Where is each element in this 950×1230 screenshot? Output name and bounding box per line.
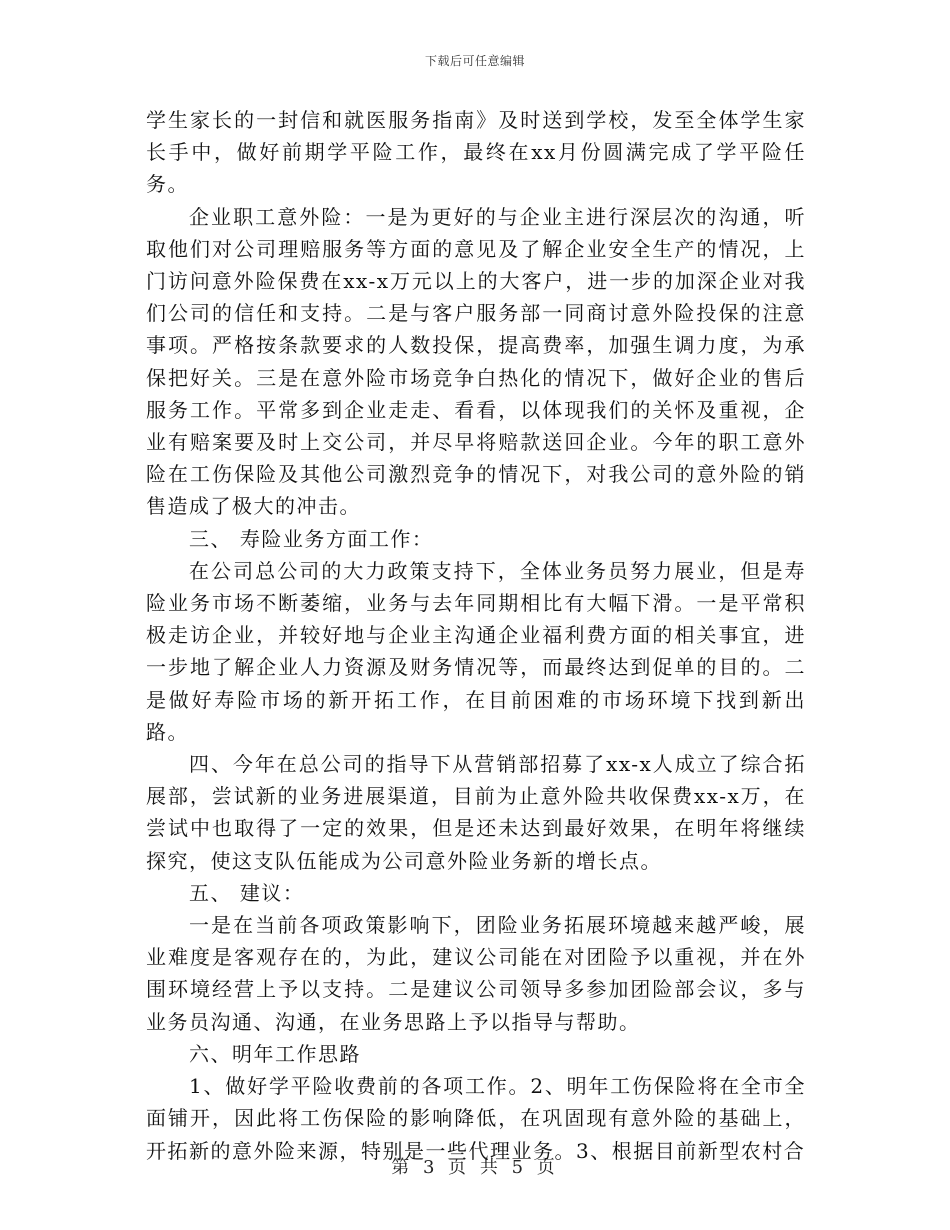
body-text	[146, 104, 806, 1167]
paragraph-9: 1、做好学平险收费前的各项工作。2、明年工伤保险将在全市全面铺开，因此将工伤保险的影响降低，在巩固现有意外险的基础上，开拓新的意外险来源，特别是一些代理业务。3、根据目前新型农村合	[146, 1074, 806, 1163]
paragraph-4: 在公司总公司的大力政策支持下，全体业务员努力展业，但是寿险业务市场不断萎缩，业务与去年同期相比有大幅下滑。一是平常积极走访企业，并较好地与企业主沟通企业福利费方面的相关事宜，进一步地了解企业人力资源及财务情况等，而最终达到促单的目的。二是做好寿险市场的新开拓工作，在目前困难的市场环境下找到新出路。	[146, 558, 806, 744]
paragraph-2: 企业职工意外险：一是为更好的与企业主进行深层次的沟通，听取他们对公司理赔服务等方面的意见及了解企业安全生产的情况，上门访问意外险保费在xx-x万元以上的大客户，进一步的加深企业对我们公司的信任和支持。二是与客户服务部一同商讨意外险投保的注意事项。严格按条款要求的人数投保，提高费率，加强生调力度，为承保把好关。三是在意外险市场竞争白热化的情况下，做好企业的售后服务工作。平常多到企业走走、看看，以体现我们的关怀及重视，企业有赔案要及时上交公司，并尽早将赔款送回企业。今年的职工意外险在工伤保险及其他公司激烈竞争的情况下，对我公司的意外险的销售造成了极大的冲击。	[146, 204, 806, 519]
section-heading-6: 五、 建议：	[189, 880, 305, 905]
section-heading-8: 六、明年工作思路	[189, 1041, 361, 1066]
paragraph-1: 学生家长的一封信和就医服务指南》及时送到学校，发至全体学生家长手中，做好前期学平险工作，最终在xx月份圆满完成了学平险任务。	[146, 108, 806, 197]
page-footer: 第 3 页 共 5 页	[391, 1157, 559, 1178]
paragraph-5: 四、今年在总公司的指导下从营销部招募了xx-x人成立了综合拓展部，尝试新的业务进展渠道，目前为止意外险共收保费xx-x万，在尝试中也取得了一定的效果，但是还未达到最好效果，在明年将继续探究，使这支队伍能成为公司意外险业务新的增长点。	[146, 752, 806, 873]
section-heading-3: 三、 寿险业务方面工作：	[189, 526, 434, 551]
page-header: 下载后可任意编辑	[424, 54, 525, 68]
paragraph-7: 一是在当前各项政策影响下，团险业务拓展环境越来越严峻，展业难度是客观存在的，为此，建议公司能在对团险予以重视，并在外围环境经营上予以支持。二是建议公司领导多参加团险部会议，多与业务员沟通、沟通，在业务思路上予以指导与帮助。	[146, 913, 806, 1034]
